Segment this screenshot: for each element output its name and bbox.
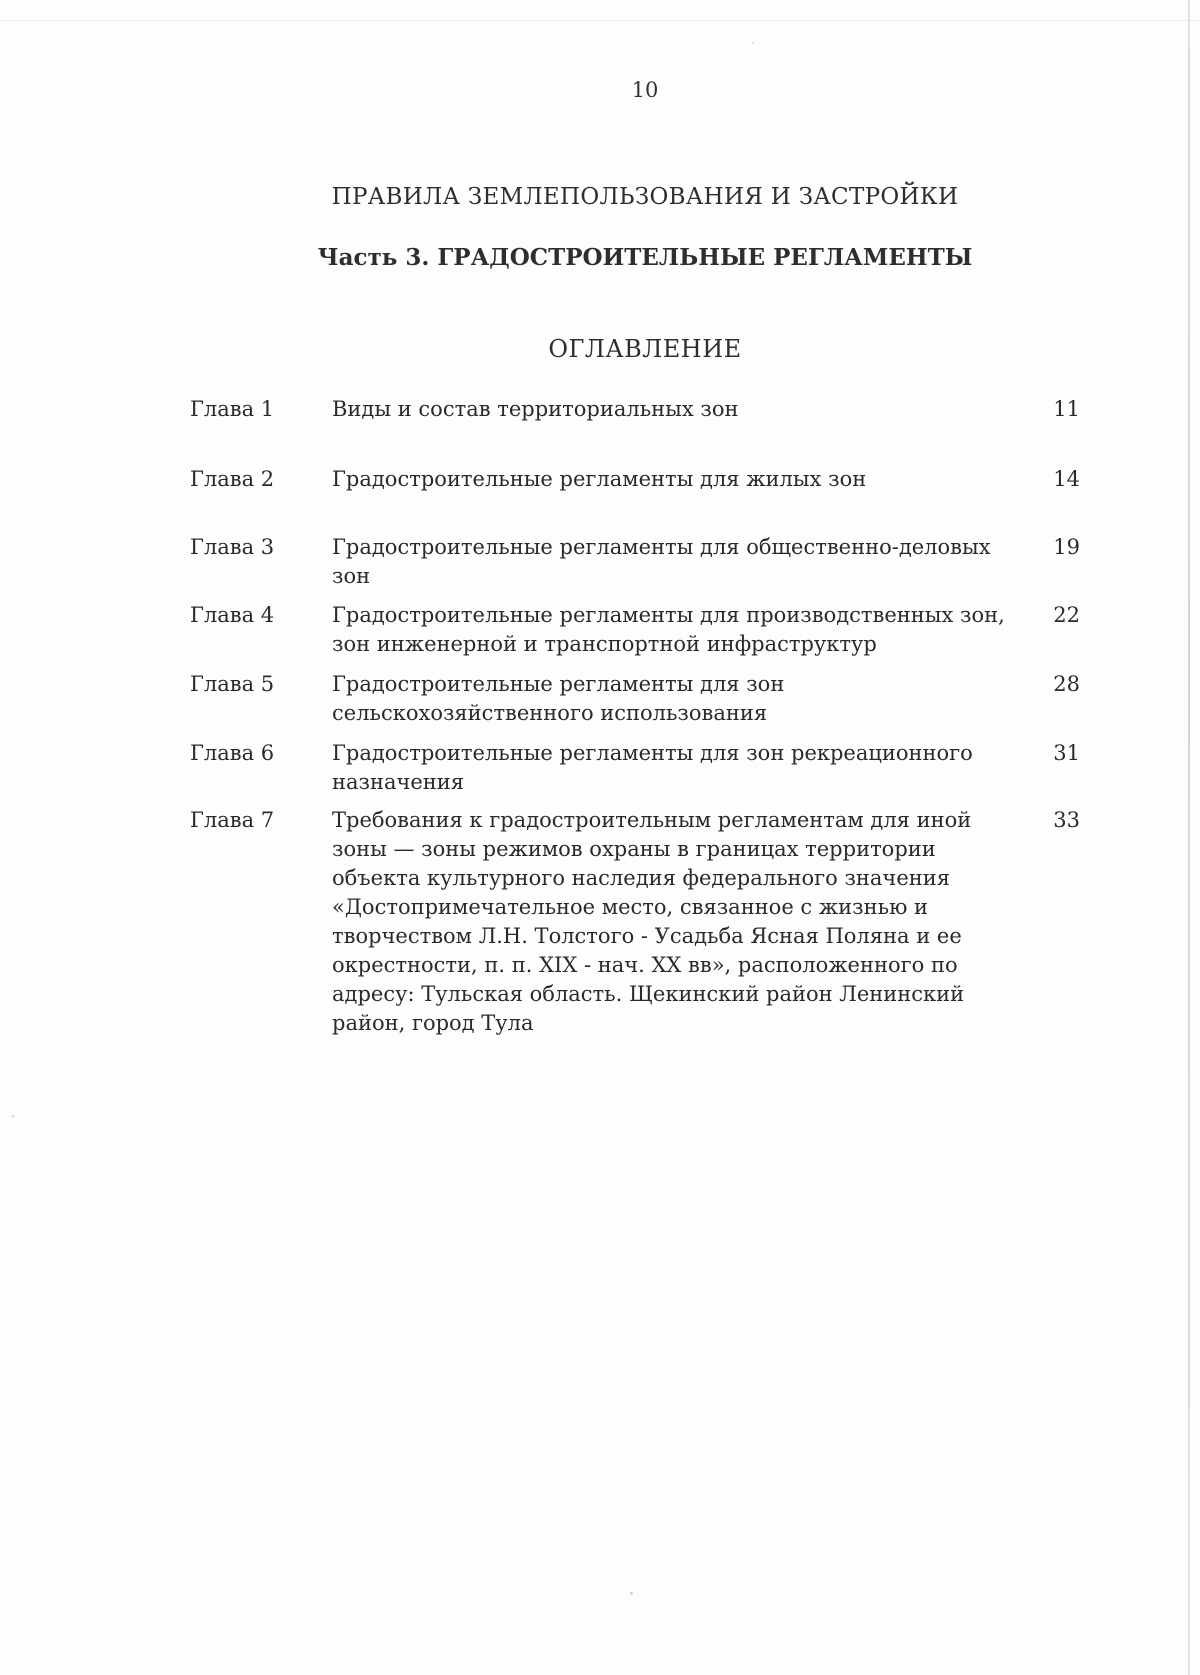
toc-chapter-title: Градостроительные регламенты для зон рекреационного назначения xyxy=(332,741,973,794)
toc-page-number: 22 xyxy=(1053,603,1080,627)
toc-entry-2 xyxy=(190,465,1080,494)
toc-chapter-label: Глава 2 xyxy=(190,467,275,491)
toc-page-number: 11 xyxy=(1053,397,1080,421)
page-number: 10 xyxy=(631,78,659,102)
toc-page-number: 14 xyxy=(1053,467,1080,491)
toc-entry-4 xyxy=(190,601,1080,659)
toc-entry-5 xyxy=(190,670,1080,728)
toc-page-number: 31 xyxy=(1053,741,1080,765)
scan-speck xyxy=(12,1115,14,1118)
toc-chapter-label: Глава 5 xyxy=(190,672,275,696)
scan-speck xyxy=(630,1592,633,1595)
toc-heading: ОГЛАВЛЕНИЕ xyxy=(548,335,742,363)
scan-speck xyxy=(752,42,754,44)
toc-chapter-title: Градостроительные регламенты для жилых зон xyxy=(332,467,867,491)
toc-entry-7 xyxy=(190,806,1080,1038)
toc-chapter-label: Глава 6 xyxy=(190,741,275,765)
toc-entry-3 xyxy=(190,533,1080,591)
toc-chapter-label: Глава 1 xyxy=(190,397,275,421)
toc-chapter-title: Требования к градостроительным регламентам для иной зоны — зоны режимов охраны в границах территории объекта культурного наследия федерального значения «Достопримечательное место, связанное с жизнью и творчеством Л.Н. Толстого - Усадьба Ясная Поляна и ее окрестности, п. п. XIX - нач. XX вв», расположенного по адресу: Тульская область. Щекинский район Ленинский район, город Тула xyxy=(332,808,972,1035)
toc-chapter-label: Глава 7 xyxy=(190,808,275,832)
document-subtitle: Часть 3. ГРАДОСТРОИТЕЛЬНЫЕ РЕГЛАМЕНТЫ xyxy=(317,244,973,271)
scan-edge-top xyxy=(0,20,1200,21)
toc-chapter-label: Глава 4 xyxy=(190,603,275,627)
toc-page-number: 19 xyxy=(1053,535,1080,559)
toc-chapter-title: Градостроительные регламенты для производственных зон, зон инженерной и транспортной инфраструктур xyxy=(332,603,1005,656)
toc-entry-6 xyxy=(190,739,1080,797)
toc-page-number: 33 xyxy=(1053,808,1080,832)
toc-chapter-title: Градостроительные регламенты для общественно-деловых зон xyxy=(332,535,991,588)
toc-chapter-title: Виды и состав территориальных зон xyxy=(332,397,739,421)
toc-entry-1 xyxy=(190,395,1080,424)
toc-chapter-label: Глава 3 xyxy=(190,535,275,559)
toc-chapter-title: Градостроительные регламенты для зон сельскохозяйственного использования xyxy=(332,672,785,725)
document-title: ПРАВИЛА ЗЕМЛЕПОЛЬЗОВАНИЯ И ЗАСТРОЙКИ xyxy=(331,184,959,210)
toc-page-number: 28 xyxy=(1053,672,1080,696)
